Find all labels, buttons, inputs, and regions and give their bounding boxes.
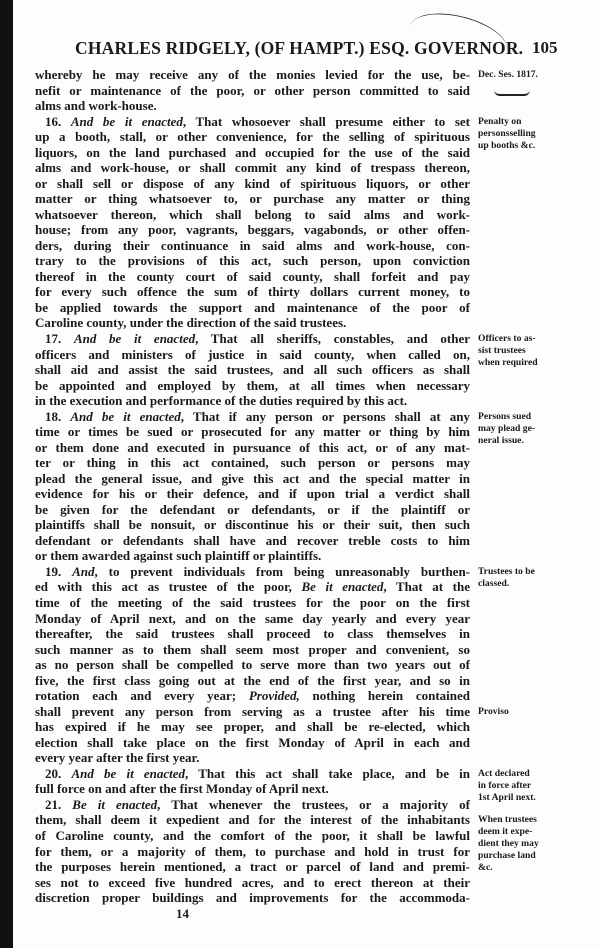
italic-phrase: Provided, bbox=[248, 688, 300, 704]
text-line bbox=[35, 191, 470, 207]
text-line bbox=[35, 393, 470, 409]
text-line bbox=[35, 269, 470, 285]
margin-note-line: may plead ge- bbox=[478, 422, 536, 434]
margin-note bbox=[478, 566, 562, 590]
line-text: ders, during their continuance in said alms and work-house, con- bbox=[35, 237, 470, 253]
text-line bbox=[35, 440, 470, 456]
line-lead: 17. bbox=[45, 331, 74, 346]
line-text: nefit or maintenance of the poor, or other person committed to said bbox=[35, 82, 470, 98]
line-text: nothing herein contained bbox=[299, 688, 470, 704]
margin-note-line: deem it expe- bbox=[478, 826, 533, 838]
scan-binding-edge bbox=[0, 0, 13, 948]
text-line bbox=[35, 890, 470, 906]
text-line bbox=[35, 129, 470, 145]
margin-note-line: dient they may bbox=[478, 838, 539, 850]
margin-note bbox=[478, 706, 562, 718]
text-line bbox=[35, 145, 470, 161]
text-line bbox=[35, 176, 470, 192]
margin-note-line: Proviso bbox=[478, 705, 509, 717]
text-line bbox=[35, 735, 470, 751]
italic-phrase: Be it enacted bbox=[72, 796, 158, 812]
text-line bbox=[35, 626, 470, 642]
margin-note-line: when required bbox=[478, 357, 538, 368]
line-text: house; from any poor, vagrants, beggars, vagabonds, or other offen- bbox=[35, 222, 470, 238]
line-text: five, the first class going out at the end of the first year, and so in bbox=[35, 672, 470, 688]
text-line bbox=[35, 688, 470, 704]
line-text: liquors, on the land purchased and occupied for the use of the said bbox=[35, 144, 470, 160]
text-line bbox=[35, 533, 470, 549]
margin-note-line: sist trustees bbox=[478, 345, 526, 356]
margin-note-line: Officers to as- bbox=[478, 333, 536, 344]
text-line bbox=[35, 362, 470, 378]
running-title: CHARLES RIDGELY, (OF HAMPT.) ESQ. GOVERNOR. bbox=[75, 38, 524, 58]
margin-note-line: &c. bbox=[478, 862, 493, 874]
line-text: or them awarded against such plaintiff or plaintiffs. bbox=[35, 548, 322, 564]
line-text: ter or thing in this act contained, such person or persons may bbox=[35, 455, 470, 471]
line-text: , That this act shall take place, and be in bbox=[185, 765, 471, 781]
line-text: in the execution and performance of the duties required by this act. bbox=[35, 393, 408, 409]
line-text: time or times be sued or prosecuted for any matter or thing by him bbox=[35, 424, 470, 440]
folio-signature: 14 bbox=[176, 906, 189, 921]
text-line bbox=[35, 750, 470, 766]
italic-phrase: And bbox=[72, 563, 95, 579]
text-line bbox=[35, 548, 470, 564]
line-text: be given for the defendant or defendants, or if the plaintiff or bbox=[35, 501, 470, 517]
text-line bbox=[35, 502, 470, 518]
line-text: shall prevent any person from serving as a trustee after his time bbox=[35, 703, 470, 719]
margin-note bbox=[478, 116, 562, 152]
line-text: whatsoever thereon, which shall belong to said alms and work- bbox=[35, 206, 470, 222]
line-text: trary to the provisions of this act, such person, upon conviction bbox=[35, 253, 470, 269]
margin-note bbox=[478, 814, 562, 874]
margin-note bbox=[478, 411, 562, 447]
text-line bbox=[35, 579, 470, 595]
text-line bbox=[35, 409, 470, 425]
text-line bbox=[35, 859, 470, 875]
line-text: alms and work-house, or shall commit any kind of trespass thereon, bbox=[35, 160, 470, 176]
text-line bbox=[35, 160, 470, 176]
line-text: or shall sell or dispose of any kind of spirituous liquors, or other bbox=[35, 175, 470, 191]
text-line bbox=[35, 67, 470, 83]
line-text: of Caroline county, and the comfort of the poor, it shall be lawful bbox=[35, 827, 470, 843]
text-line bbox=[35, 875, 470, 891]
line-text: Monday of April next, and on the same day yearly and every year bbox=[35, 610, 470, 626]
text-line bbox=[35, 844, 470, 860]
margin-note-line: up booths &c. bbox=[478, 139, 536, 151]
text-line bbox=[35, 455, 470, 471]
page-number: 105 bbox=[532, 38, 558, 57]
line-text: such manner as to them shall seem most proper and convenient, so bbox=[35, 641, 470, 657]
text-line bbox=[35, 642, 470, 658]
margin-note-line: 1st April next. bbox=[478, 791, 536, 803]
text-line bbox=[35, 222, 470, 238]
margin-note-line: classed. bbox=[478, 577, 510, 589]
line-text: matter or thing whatsoever to, or purchase any matter or thing bbox=[35, 191, 470, 207]
line-lead: ed with this act as trustee of the poor, bbox=[35, 579, 302, 595]
brace-mark bbox=[494, 88, 530, 96]
text-line bbox=[35, 284, 470, 300]
line-text: , That if any person or persons shall at any bbox=[180, 408, 471, 424]
line-text: officers and ministers of justice in said county, when called on, bbox=[35, 346, 470, 362]
text-line bbox=[35, 517, 470, 533]
margin-note bbox=[478, 69, 562, 81]
line-text: election shall take place on the first Monday of April in each and bbox=[35, 734, 470, 750]
italic-phrase: And be it enacted bbox=[70, 408, 181, 424]
margin-note-line: Act declared bbox=[478, 767, 530, 779]
line-text: time of the meeting of the said trustees for the poor on the first bbox=[35, 595, 470, 611]
text-line bbox=[35, 253, 470, 269]
margin-note-line: Trustees to be bbox=[478, 565, 535, 577]
text-line bbox=[35, 781, 470, 797]
text-line bbox=[35, 766, 470, 782]
text-line bbox=[35, 238, 470, 254]
margin-note-line: Dec. Ses. 1817. bbox=[478, 69, 538, 80]
line-text: be appointed and employed by them, at all times when necessary bbox=[35, 377, 470, 393]
line-text: thereafter, the said trustees shall proceed to class themselves in bbox=[35, 626, 470, 642]
margin-note-line: When trustees bbox=[478, 814, 537, 826]
text-line bbox=[35, 424, 470, 440]
text-line bbox=[35, 98, 470, 114]
line-text: be applied towards the support and maintenance of the poor of bbox=[35, 299, 470, 315]
text-line bbox=[35, 486, 470, 502]
line-lead: 20. bbox=[45, 765, 72, 781]
line-text: thereof in the county court of said county, shall forfeit and pay bbox=[35, 268, 470, 284]
line-text: alms and work-house. bbox=[35, 98, 157, 114]
margin-note-line: neral issue. bbox=[478, 434, 524, 446]
text-line bbox=[35, 797, 470, 813]
text-line bbox=[35, 300, 470, 316]
line-text: plead the general issue, and give this act and the special matter in bbox=[35, 470, 470, 486]
text-line bbox=[35, 83, 470, 99]
margin-note-line: personsselling bbox=[478, 127, 536, 139]
text-line bbox=[35, 207, 470, 223]
line-text: the purposes herein mentioned, a tract or parcel of land and premi- bbox=[35, 859, 470, 875]
line-text: , to prevent individuals from being unreasonably burthen- bbox=[94, 563, 471, 579]
text-line bbox=[35, 347, 470, 363]
italic-phrase: Be it enacted bbox=[301, 579, 384, 595]
margin-note bbox=[478, 333, 562, 369]
line-text: , That whosoever shall presume either to set bbox=[182, 113, 471, 129]
line-text: or them done and executed in pursuance of this act, or of any mat- bbox=[35, 439, 470, 455]
text-line bbox=[35, 564, 470, 580]
line-lead: 18. bbox=[45, 408, 71, 424]
line-lead: rotation each and every year; bbox=[35, 688, 249, 704]
line-text: discretion proper buildings and improvements for the accommoda- bbox=[35, 890, 470, 906]
line-lead: 19. bbox=[45, 563, 73, 579]
margin-note-line: in force after bbox=[478, 779, 532, 791]
text-line bbox=[35, 828, 470, 844]
line-text: plaintiffs shall be nonsuit, or discontinue his or their suit, then such bbox=[35, 517, 470, 533]
text-line bbox=[35, 673, 470, 689]
margin-note bbox=[478, 768, 562, 804]
margin-note-line: purchase land bbox=[478, 850, 536, 862]
line-text: , That all sheriffs, constables, and other bbox=[195, 331, 471, 346]
text-line bbox=[35, 704, 470, 720]
italic-phrase: And be it enacted bbox=[73, 331, 196, 346]
line-text: whereby he may receive any of the monies levied for the use, be- bbox=[35, 67, 470, 82]
line-text: for them, or a majority of them, to purchase and hold in trust for bbox=[35, 843, 470, 859]
line-text: full force on and after the first Monday of April next. bbox=[35, 781, 329, 797]
text-line bbox=[35, 812, 470, 828]
text-line bbox=[35, 611, 470, 627]
text-line bbox=[35, 331, 470, 347]
line-text: ses not to exceed five hundred acres, and to erect thereon at their bbox=[35, 874, 470, 890]
text-line bbox=[35, 595, 470, 611]
text-line bbox=[35, 378, 470, 394]
text-line bbox=[35, 719, 470, 735]
line-text: as no person shall be compelled to serve more than two years out of bbox=[35, 657, 470, 673]
text-line bbox=[35, 657, 470, 673]
margin-note-line: Penalty on bbox=[478, 115, 522, 127]
line-text: , That at the bbox=[383, 579, 470, 595]
line-text: has expired if he may see proper, and shall be re-elected, which bbox=[35, 719, 470, 735]
line-text: them, shall deem it expedient and for the interest of the inhabitants bbox=[35, 812, 470, 828]
line-lead: 21. bbox=[45, 796, 73, 812]
line-text: shall aid and assist the said trustees, and all such officers as shall bbox=[35, 362, 470, 378]
italic-phrase: And be it enacted bbox=[70, 113, 183, 129]
line-text: Caroline county, under the direction of the said trustees. bbox=[35, 315, 347, 331]
text-line bbox=[35, 471, 470, 487]
margin-note-line: Persons sued bbox=[478, 410, 532, 422]
line-text: evidence for his or their defence, and if upon trial a verdict shall bbox=[35, 486, 470, 502]
line-text: defendant or defendants shall have and recover treble costs to him bbox=[35, 532, 470, 548]
line-text: every year after the first year. bbox=[35, 750, 200, 766]
line-text: , That whenever the trustees, or a majority of bbox=[157, 796, 470, 812]
text-line bbox=[35, 315, 470, 331]
line-text: up a booth, stall, or other convenience, for the selling of spirituous bbox=[35, 129, 470, 145]
italic-phrase: And be it enacted bbox=[71, 765, 186, 781]
line-text: for every such offence the sum of thirty dollars current money, to bbox=[35, 284, 470, 300]
text-line bbox=[35, 114, 470, 130]
line-lead: 16. bbox=[45, 113, 71, 129]
